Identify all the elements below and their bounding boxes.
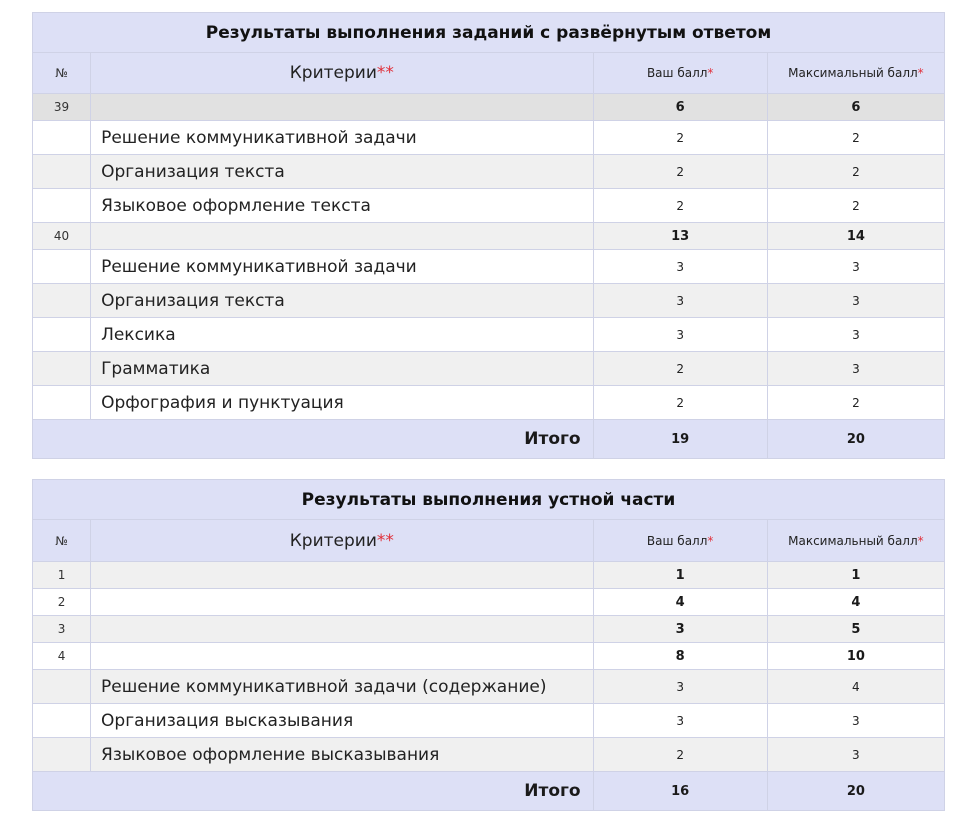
your-score: 8 [593, 643, 767, 670]
criterion-row [33, 738, 945, 772]
criterion-row [33, 284, 945, 318]
criterion-name: Лексика [91, 318, 594, 352]
your-score: 4 [593, 589, 767, 616]
your-score: 3 [593, 284, 767, 318]
your-score: 2 [593, 121, 767, 155]
max-score: 4 [767, 589, 944, 616]
task-number: 39 [33, 94, 91, 121]
your-score: 1 [593, 562, 767, 589]
max-score: 2 [767, 189, 944, 223]
max-score: 3 [767, 738, 944, 772]
your-score: 13 [593, 223, 767, 250]
criterion-row [33, 352, 945, 386]
task-row [33, 589, 945, 616]
total-max-score: 20 [767, 420, 944, 459]
table-title: Результаты выполнения устной части [33, 480, 945, 520]
task-number: 4 [33, 643, 91, 670]
total-row [33, 420, 945, 459]
max-score: 4 [767, 670, 944, 704]
criterion-name: Организация текста [91, 155, 594, 189]
your-score: 3 [593, 318, 767, 352]
col-header-num: № [33, 520, 91, 562]
max-score: 2 [767, 386, 944, 420]
task-number: 40 [33, 223, 91, 250]
col-header-criteria: Критерии** [91, 520, 594, 562]
max-score: 3 [767, 284, 944, 318]
criterion-name: Грамматика [91, 352, 594, 386]
max-score: 3 [767, 318, 944, 352]
your-score: 2 [593, 155, 767, 189]
col-header-your-score: Ваш балл* [593, 520, 767, 562]
criterion-row [33, 704, 945, 738]
criterion-row [33, 386, 945, 420]
criterion-row [33, 250, 945, 284]
criterion-name: Решение коммуникативной задачи [91, 250, 594, 284]
col-header-criteria: Критерии** [91, 53, 594, 94]
col-header-num: № [33, 53, 91, 94]
your-score: 6 [593, 94, 767, 121]
max-score: 5 [767, 616, 944, 643]
task-number: 1 [33, 562, 91, 589]
criterion-name: Языковое оформление текста [91, 189, 594, 223]
total-row [33, 772, 945, 811]
your-score: 2 [593, 189, 767, 223]
your-score: 3 [593, 670, 767, 704]
max-score: 3 [767, 250, 944, 284]
task-row [33, 643, 945, 670]
task-row [33, 562, 945, 589]
total-label: Итого [33, 772, 594, 811]
your-score: 2 [593, 352, 767, 386]
criterion-name: Организация текста [91, 284, 594, 318]
col-header-max-score: Максимальный балл* [767, 53, 944, 94]
your-score: 3 [593, 616, 767, 643]
criterion-row [33, 121, 945, 155]
criterion-name: Решение коммуникативной задачи (содержание) [91, 670, 594, 704]
your-score: 3 [593, 250, 767, 284]
task-row [33, 223, 945, 250]
max-score: 3 [767, 704, 944, 738]
task-row [33, 616, 945, 643]
col-header-your-score: Ваш балл* [593, 53, 767, 94]
your-score: 3 [593, 704, 767, 738]
total-max-score: 20 [767, 772, 944, 811]
criterion-row [33, 155, 945, 189]
max-score: 2 [767, 155, 944, 189]
criterion-name: Решение коммуникативной задачи [91, 121, 594, 155]
max-score: 14 [767, 223, 944, 250]
table-title: Результаты выполнения заданий с развёрнутым ответом [33, 13, 945, 53]
written-results-table [32, 12, 945, 459]
max-score: 2 [767, 121, 944, 155]
criterion-row [33, 189, 945, 223]
max-score: 1 [767, 562, 944, 589]
total-label: Итого [33, 420, 594, 459]
task-row [33, 94, 945, 121]
task-number: 2 [33, 589, 91, 616]
criterion-name: Языковое оформление высказывания [91, 738, 594, 772]
max-score: 6 [767, 94, 944, 121]
total-your-score: 19 [593, 420, 767, 459]
total-your-score: 16 [593, 772, 767, 811]
your-score: 2 [593, 738, 767, 772]
your-score: 2 [593, 386, 767, 420]
task-number: 3 [33, 616, 91, 643]
oral-results-table [32, 479, 945, 811]
criterion-row [33, 318, 945, 352]
col-header-max-score: Максимальный балл* [767, 520, 944, 562]
max-score: 10 [767, 643, 944, 670]
max-score: 3 [767, 352, 944, 386]
criterion-name: Орфография и пунктуация [91, 386, 594, 420]
criterion-name: Организация высказывания [91, 704, 594, 738]
criterion-row [33, 670, 945, 704]
